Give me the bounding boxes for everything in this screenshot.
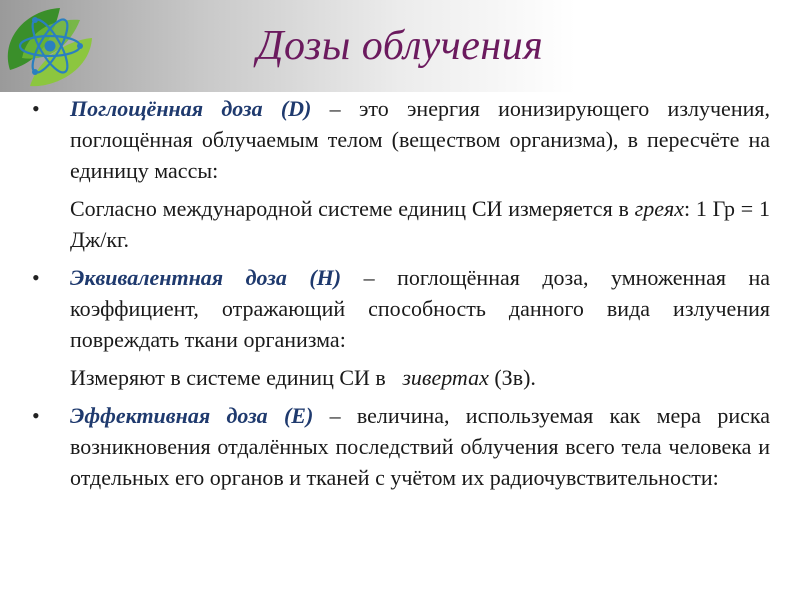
units-text: Измеряют в системе единиц СИ в: [70, 365, 403, 390]
bullet-item-absorbed-dose: [32, 93, 770, 255]
units-formula: (Зв).: [488, 365, 536, 390]
definition-text: – это энергия ионизирующего излучения, поглощённая облучаемым телом (веществом организма), в пересчёте на единицу массы:: [70, 96, 770, 183]
units-paragraph: [70, 193, 770, 255]
definition-paragraph: [70, 400, 770, 493]
units-paragraph: [70, 362, 770, 393]
definition-paragraph: [70, 93, 770, 186]
units-formula: : 1 Гр = 1 Дж/кг.: [70, 196, 770, 252]
bullet-icon: •: [32, 403, 40, 428]
bullet-icon: •: [32, 265, 40, 290]
term-equivalent-dose: Эквивалентная доза (Н): [70, 265, 342, 290]
definition-text: – поглощённая доза, умноженная на коэффициент, отражающий способность данного вида излучения повреждать ткани организма:: [70, 265, 770, 352]
slide-title: Дозы облучения: [256, 23, 544, 69]
bullet-item-equivalent-dose: [32, 262, 770, 393]
term-effective-dose: Эффективная доза (Е): [70, 403, 314, 428]
unit-name: зивертах: [402, 365, 489, 390]
unit-name: греях: [634, 196, 684, 221]
definition-paragraph: [70, 262, 770, 355]
units-text: Согласно международной системе единиц СИ измеряется в: [70, 196, 635, 221]
bullet-item-effective-dose: [32, 400, 770, 493]
term-absorbed-dose: Поглощённая доза (D): [70, 96, 312, 121]
definition-text: – величина, используемая как мера риска возникновения отдалённых последствий облучения всего тела человека и отдельных его органов и тканей с учётом их радиочувствительности:: [70, 403, 770, 490]
slide-content: [32, 93, 770, 500]
bullet-icon: •: [32, 96, 40, 121]
